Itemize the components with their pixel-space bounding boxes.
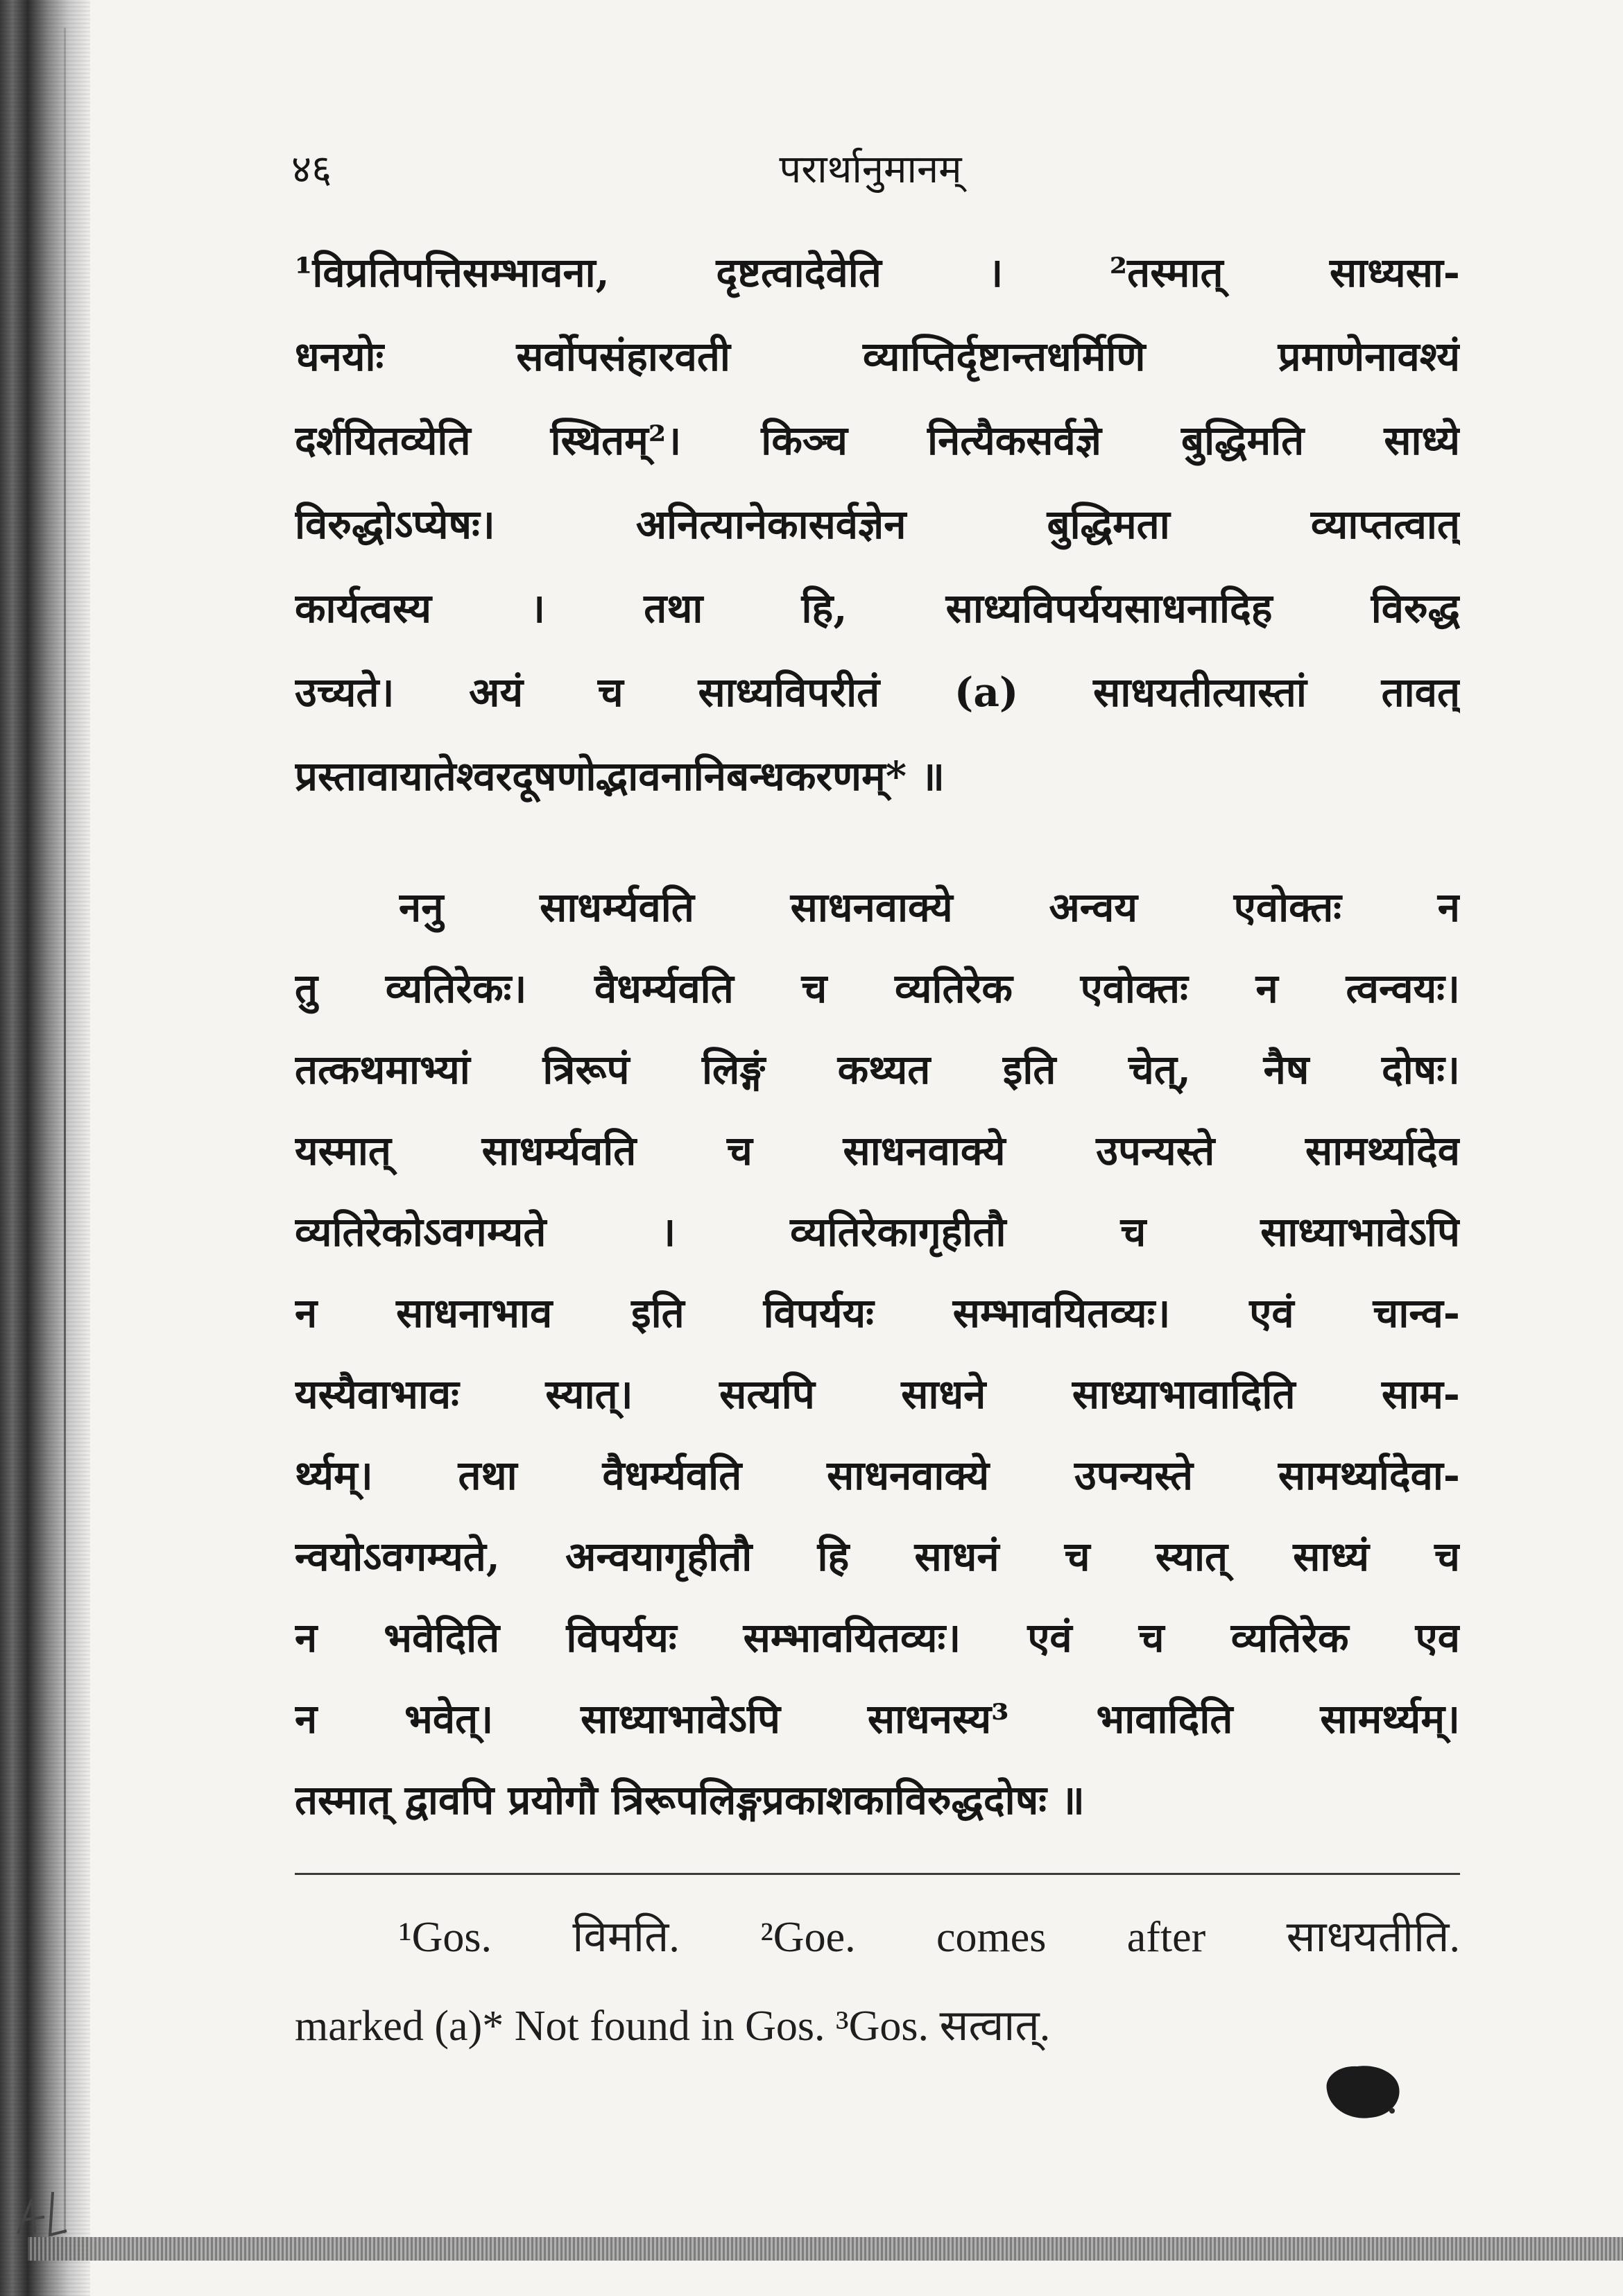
paragraph-2-line: ननु साधर्म्यवति साधनवाक्ये अन्वय एवोक्तः न [399,884,1460,931]
paragraph-1-line: उच्यते। अयं च साध्यविपरीतं (a) साधयतीत्यास्तां तावत् [295,669,1460,716]
paragraph-2-line: व्यतिरेकोऽवगम्यते । व्यतिरेकागृहीतौ च साध्याभावेऽपि [295,1208,1460,1256]
handwritten-mark [4,2171,87,2247]
paragraph-1-line: विरुद्धोऽप्येषः। अनित्यानेकासर्वज्ञेन बुद्धिमता व्याप्तत्वात् [295,501,1460,548]
binding-shadow-line [64,28,66,2234]
paragraph-1-line: धनयोः सर्वोपसंहारवती व्याप्तिर्दृष्टान्तधर्मिणि प्रमाणेनावश्यं [295,333,1460,380]
scan-bottom-edge [28,2237,1623,2261]
paragraph-2-line: न्वयोऽवगम्यते, अन्वयागृहीतौ हि साधनं च स्यात् साध्यं च [295,1533,1460,1580]
paragraph-2-line: न भवेदिति विपर्ययः सम्भावयितव्यः। एवं च व्यतिरेक एव [295,1614,1460,1661]
paragraph-2-line: तस्मात् द्वावपि प्रयोगौ त्रिरूपलिङ्गप्रकाशकाविरुद्धदोषः ॥ [295,1776,1085,1824]
footnote-line: ¹Gos. विमति. ²Goe. comes after साधयतीति. [399,1914,1460,1961]
paragraph-2-line: र्थ्यम्। तथा वैधर्म्यवति साधनवाक्ये उपन्यस्ते सामर्थ्यादेवा- [295,1452,1460,1499]
page-number: ४६ [291,147,332,192]
paragraph-2-line: यस्मात् साधर्म्यवति च साधनवाक्ये उपन्यस्ते सामर्थ्यादेव [295,1127,1460,1174]
ink-blot [1314,2057,1405,2126]
paragraph-2-line: तत्कथमाभ्यां त्रिरूपं लिङ्गं कथ्यत इति चेत्, नैष दोषः। [295,1046,1460,1093]
footnote-divider [295,1873,1460,1875]
binding-edge [0,0,90,2296]
paragraph-1-line: प्रस्तावायातेश्वरदूषणोद्भावनानिबन्धकरणम्* ॥ [295,753,945,800]
paragraph-2-line: न साधनाभाव इति विपर्ययः सम्भावयितव्यः। एवं चान्व- [295,1290,1460,1337]
paragraph-2-line: न भवेत्। साध्याभावेऽपि साधनस्य³ भावादिति सामर्थ्यम्। [295,1695,1460,1742]
paragraph-1-line: दर्शयितव्येति स्थितम्²। किञ्च नित्यैकसर्वज्ञे बुद्धिमति साध्ये [295,417,1460,464]
footnote-line: marked (a)* Not found in Gos. ³Gos. सत्वात्. [295,2003,1051,2050]
running-title: परार्थानुमानम् [779,147,962,192]
paragraph-1-line: ¹विप्रतिपत्तिसम्भावना, दृष्टत्वादेवेति । ²तस्मात् साध्यसा- [295,249,1460,296]
paragraph-1-line: कार्यत्वस्य । तथा हि, साध्यविपर्ययसाधनादिह विरुद्ध [295,585,1460,632]
paragraph-2-line: तु व्यतिरेकः। वैधर्म्यवति च व्यतिरेक एवोक्तः न त्वन्वयः। [295,965,1460,1012]
paragraph-2-line: यस्यैवाभावः स्यात्। सत्यपि साधने साध्याभावादिति साम- [295,1371,1460,1418]
